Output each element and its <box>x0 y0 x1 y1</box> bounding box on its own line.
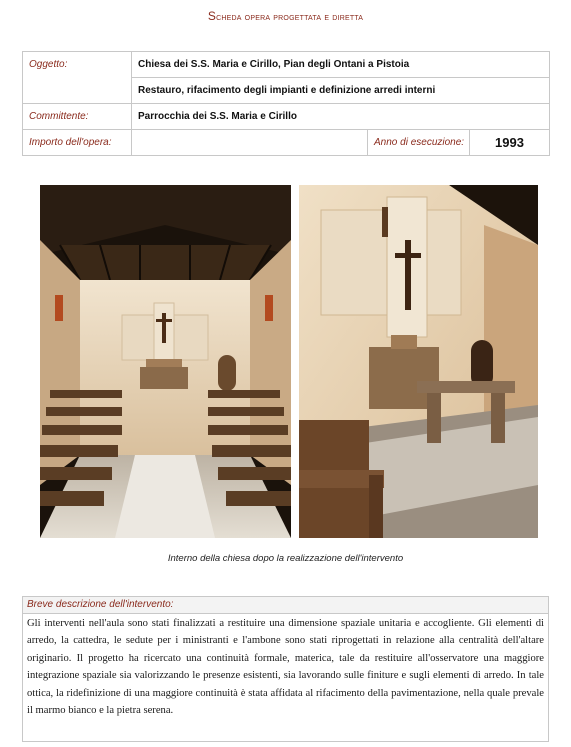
altar-detail-photo <box>299 185 538 538</box>
info-table <box>22 51 550 156</box>
importo-label: Importo dell'opera: <box>23 130 132 156</box>
committente-label: Committente: <box>23 104 132 130</box>
oggetto-label: Oggetto: <box>23 52 132 104</box>
anno-label: Anno di esecuzione: <box>368 130 470 156</box>
table-row <box>23 130 550 156</box>
page-title: Scheda opera progettata e diretta <box>207 9 364 23</box>
description-label: Breve descrizione dell'intervento: <box>23 597 548 614</box>
anno-value: 1993 <box>470 130 550 156</box>
description-text: Gli interventi nell'aula sono stati finalizzati a restituire una dimensione spaziale unitaria e accogliente. Gli elementi di arredo, la cattedra, le sedute per i ministranti e l'ambone sono stati riprogettati in relazione alla centralità dell'altare originario. Il progetto ha ricercato una continuità formale, materica, tale da restituire all'osservatore una maggiore integrazione spaziale sia valorizzando le presenze esistenti, sia lavorando sulle finiture e sugli elementi di arredo. In tale ottica, la ridefinizione di una maggiore continuità è stata affidata al rifacimento della pavimentazione, nella quale prevale il marmo bianco e la pietra serena. <box>27 618 544 717</box>
church-nave-photo <box>40 185 291 538</box>
importo-value <box>132 130 368 156</box>
table-row <box>23 52 550 78</box>
oggetto-value-title: Chiesa dei S.S. Maria e Cirillo, Pian degli Ontani a Pistoia <box>132 52 550 78</box>
description-box <box>22 596 549 742</box>
table-row <box>23 104 550 130</box>
oggetto-value-description: Restauro, rifacimento degli impianti e definizione arredi interni <box>132 78 550 104</box>
committente-value: Parrocchia dei S.S. Maria e Cirillo <box>132 104 550 130</box>
photo-caption: Interno della chiesa dopo la realizzazione dell'intervento <box>167 553 404 564</box>
